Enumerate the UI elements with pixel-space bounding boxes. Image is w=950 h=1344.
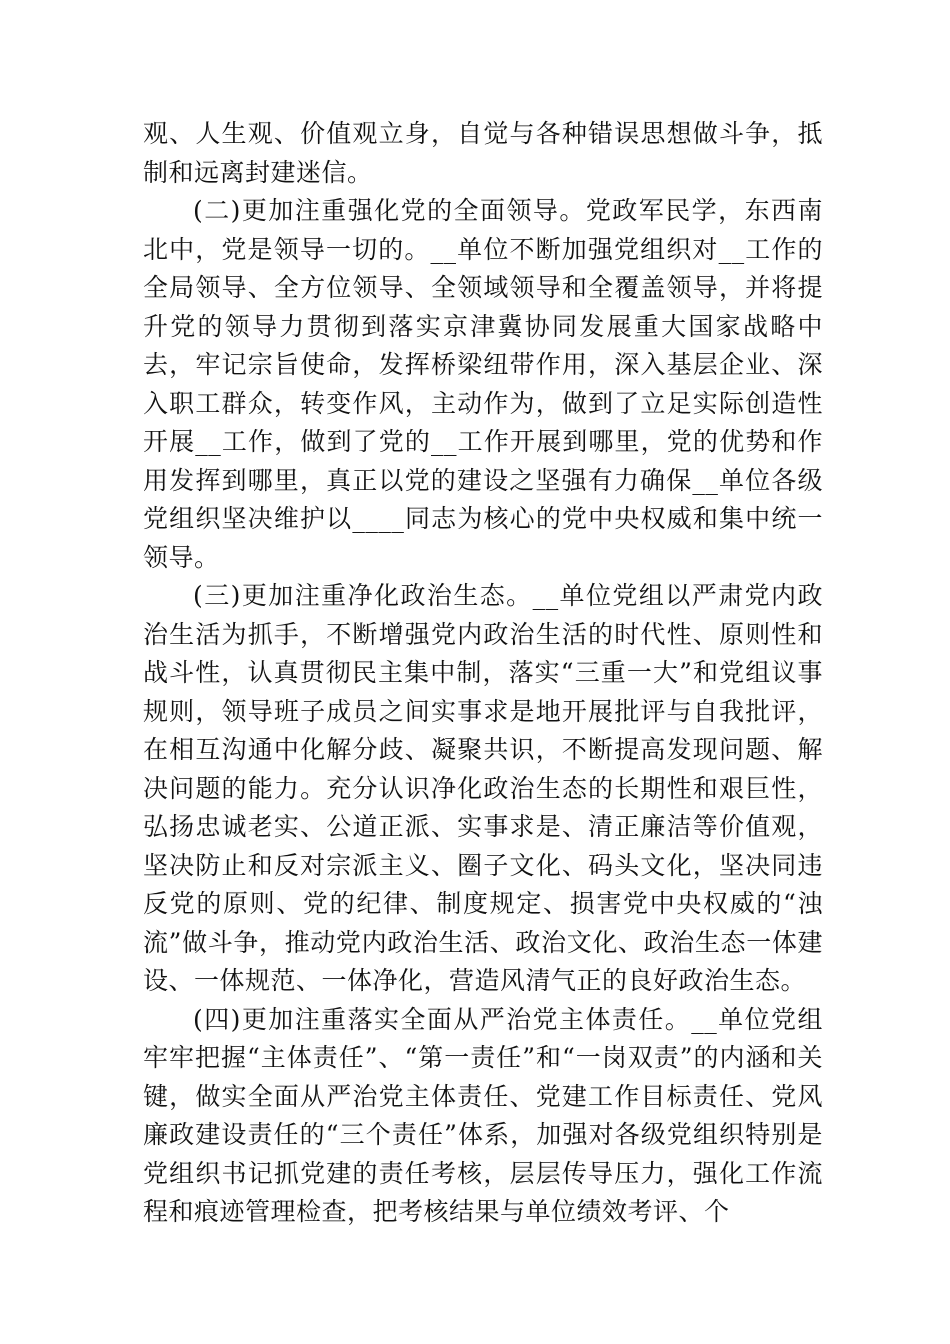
paragraph-3: (三)更加注重净化政治生态。__单位党组以严肃党内政治生活为抓手，不断增强党内政治生活的时代性、原则性和战斗性，认真贯彻民主集中制，落实“三重一大”和党组议事规则，领导班子成员之间实事求是地开展批评与自我批评，在相互沟通中化解分歧、凝聚共识，不断提高发现问题、解决问题的能力。充分认识净化政治生态的长期性和艰巨性，弘扬忠诚老实、公道正派、实事求是、清正廉洁等价值观，坚决防止和反对宗派主义、圈子文化、码头文化，坚决同违反党的原则、党的纪律、制度规定、损害党中央权威的“浊流”做斗争，推动党内政治生活、政治文化、政治生态一体建设、一体规范、一体净化，营造风清气正的良好政治生态。: [143, 581, 823, 995]
paragraph-1: 观、人生观、价值观立身，自觉与各种错误思想做斗争，抵制和远离封建迷信。: [143, 119, 823, 187]
paragraph-4: (四)更加注重落实全面从严治党主体责任。__单位党组牢牢把握“主体责任”、“第一责任”和“一岗双责”的内涵和关键，做实全面从严治党主体责任、党建工作目标责任、党风廉政建设责任的“三个责任”体系，加强对各级党组织特别是党组织书记抓党建的责任考核，层层传导压力，强化工作流程和痕迹管理检查，把考核结果与单位绩效考评、个: [143, 1004, 823, 1226]
document-body: [143, 115, 823, 1232]
paragraph-2: (二)更加注重强化党的全面领导。党政军民学，东西南北中，党是领导一切的。__单位不断加强党组织对__工作的全局领导、全方位领导、全领域领导和全覆盖领导，并将提升党的领导力贯彻到落实京津冀协同发展重大国家战略中去，牢记宗旨使命，发挥桥梁纽带作用，深入基层企业、深入职工群众，转变作风，主动作为，做到了立足实际创造性开展__工作，做到了党的__工作开展到哪里，党的优势和作用发挥到哪里，真正以党的建设之坚强有力确保__单位各级党组织坚决维护以____同志为核心的党中央权威和集中统一领导。: [143, 196, 823, 572]
